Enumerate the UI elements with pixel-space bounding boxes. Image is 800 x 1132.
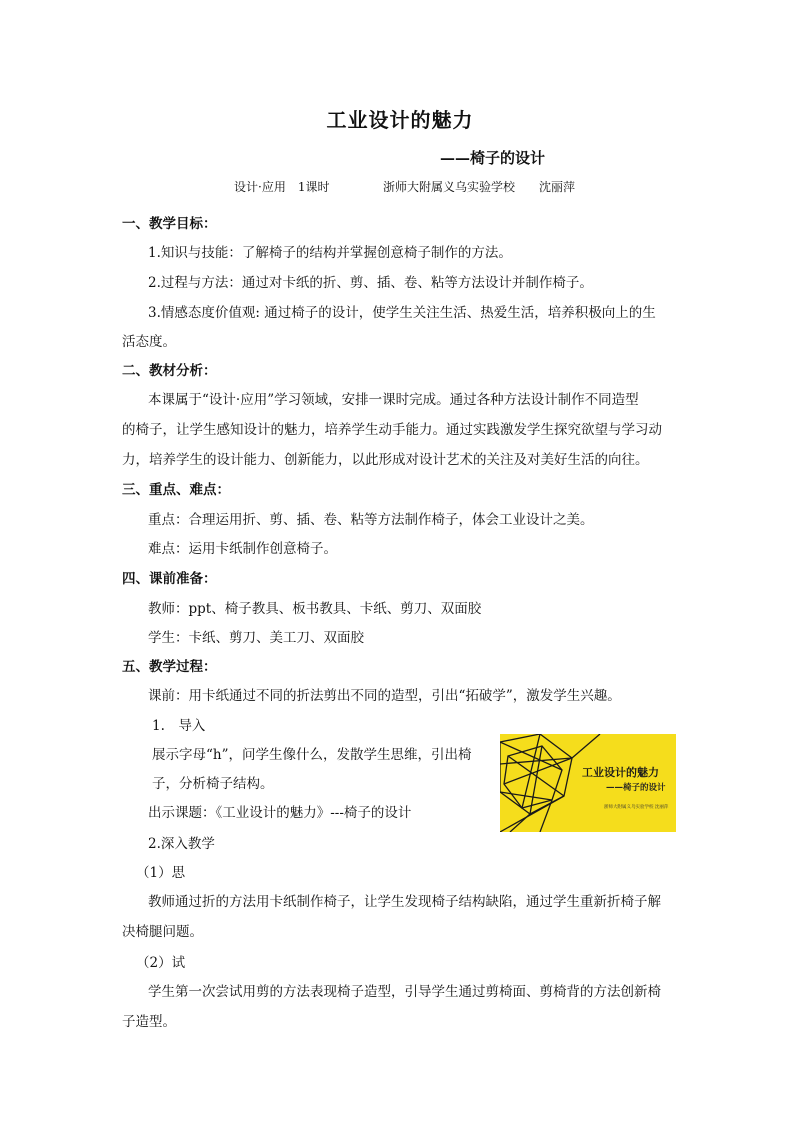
section-heading: 四、课前准备： [122, 571, 217, 587]
paragraph: 的椅子，让学生感知设计的魅力，培养学生动手能力。通过实践激发学生探究欲望与学习动 [122, 422, 662, 438]
section-heading: 五、教学过程： [122, 659, 217, 675]
doc-meta-course: 设计·应用 1课时 [234, 180, 330, 194]
paragraph: 子，分析椅子结构。 [152, 776, 274, 792]
paragraph: 3.情感态度价值观: 通过椅子的设计，使学生关注生活、热爱生活，培养积极向上的生 [148, 305, 656, 321]
section-heading: 一、教学目标： [122, 216, 217, 232]
paragraph: 教师通过折的方法用卡纸制作椅子，让学生发现椅子结构缺陷，通过学生重新折椅子解 [148, 894, 661, 910]
doc-subtitle: ——椅子的设计 [440, 149, 546, 167]
paragraph: 本课属于“设计·应用”学习领域，安排一课时完成。通过各种方法设计制作不同造型 [148, 392, 639, 408]
paragraph: 2.过程与方法：通过对卡纸的折、剪、插、卷、粘等方法设计并制作椅子。 [148, 275, 593, 291]
paragraph: 活态度。 [122, 334, 176, 350]
cover-subtitle: ——椅子的设计 [606, 783, 666, 793]
cover-title: 工业设计的魅力 [582, 766, 659, 779]
paragraph: 1.知识与技能：了解椅子的结构并掌握创意椅子制作的方法。 [148, 245, 512, 261]
paragraph: 学生第一次尝试用剪的方法表现椅子造型，引导学生通过剪椅面、剪椅背的方法创新椅 [148, 984, 661, 1000]
paragraph: 子造型。 [122, 1014, 176, 1030]
doc-meta-school: 浙师大附属义乌实验学校 沈丽萍 [383, 180, 576, 194]
section-heading: 三、重点、难点： [122, 482, 230, 498]
step-heading: 2.深入教学 [148, 836, 215, 852]
paragraph: 决椅腿问题。 [122, 924, 203, 940]
paragraph: 出示课题：《工业设计的魅力》---椅子的设计 [148, 805, 412, 821]
cover-footer: 浙师大附属义乌实验学校 沈丽萍 [604, 805, 669, 810]
paragraph: 课前：用卡纸通过不同的折法剪出不同的造型，引出“拓破学”，激发学生兴趣。 [148, 688, 621, 704]
section-heading: 二、教材分析： [122, 363, 217, 379]
paragraph: 重点：合理运用折、剪、插、卷、粘等方法制作椅子，体会工业设计之美。 [148, 512, 594, 528]
paragraph: 难点：运用卡纸制作创意椅子。 [148, 541, 337, 557]
paragraph: 力，培养学生的设计能力、创新能力，以此形成对设计艺术的关注及对美好生活的向往。 [122, 452, 649, 468]
paragraph: 展示字母“h”，问学生像什么，发散学生思维，引出椅 [152, 747, 472, 763]
doc-title: 工业设计的魅力 [326, 108, 474, 132]
paragraph: 教师：ppt、椅子教具、板书教具、卡纸、剪刀、双面胶 [148, 601, 482, 617]
paragraph: 学生：卡纸、剪刀、美工刀、双面胶 [148, 630, 364, 646]
lesson-cover-image [500, 734, 676, 832]
step-heading: 1. 导入 [152, 718, 206, 734]
sub-step-label: （1）思 [136, 865, 186, 881]
sub-step-label: （2）试 [136, 955, 186, 971]
